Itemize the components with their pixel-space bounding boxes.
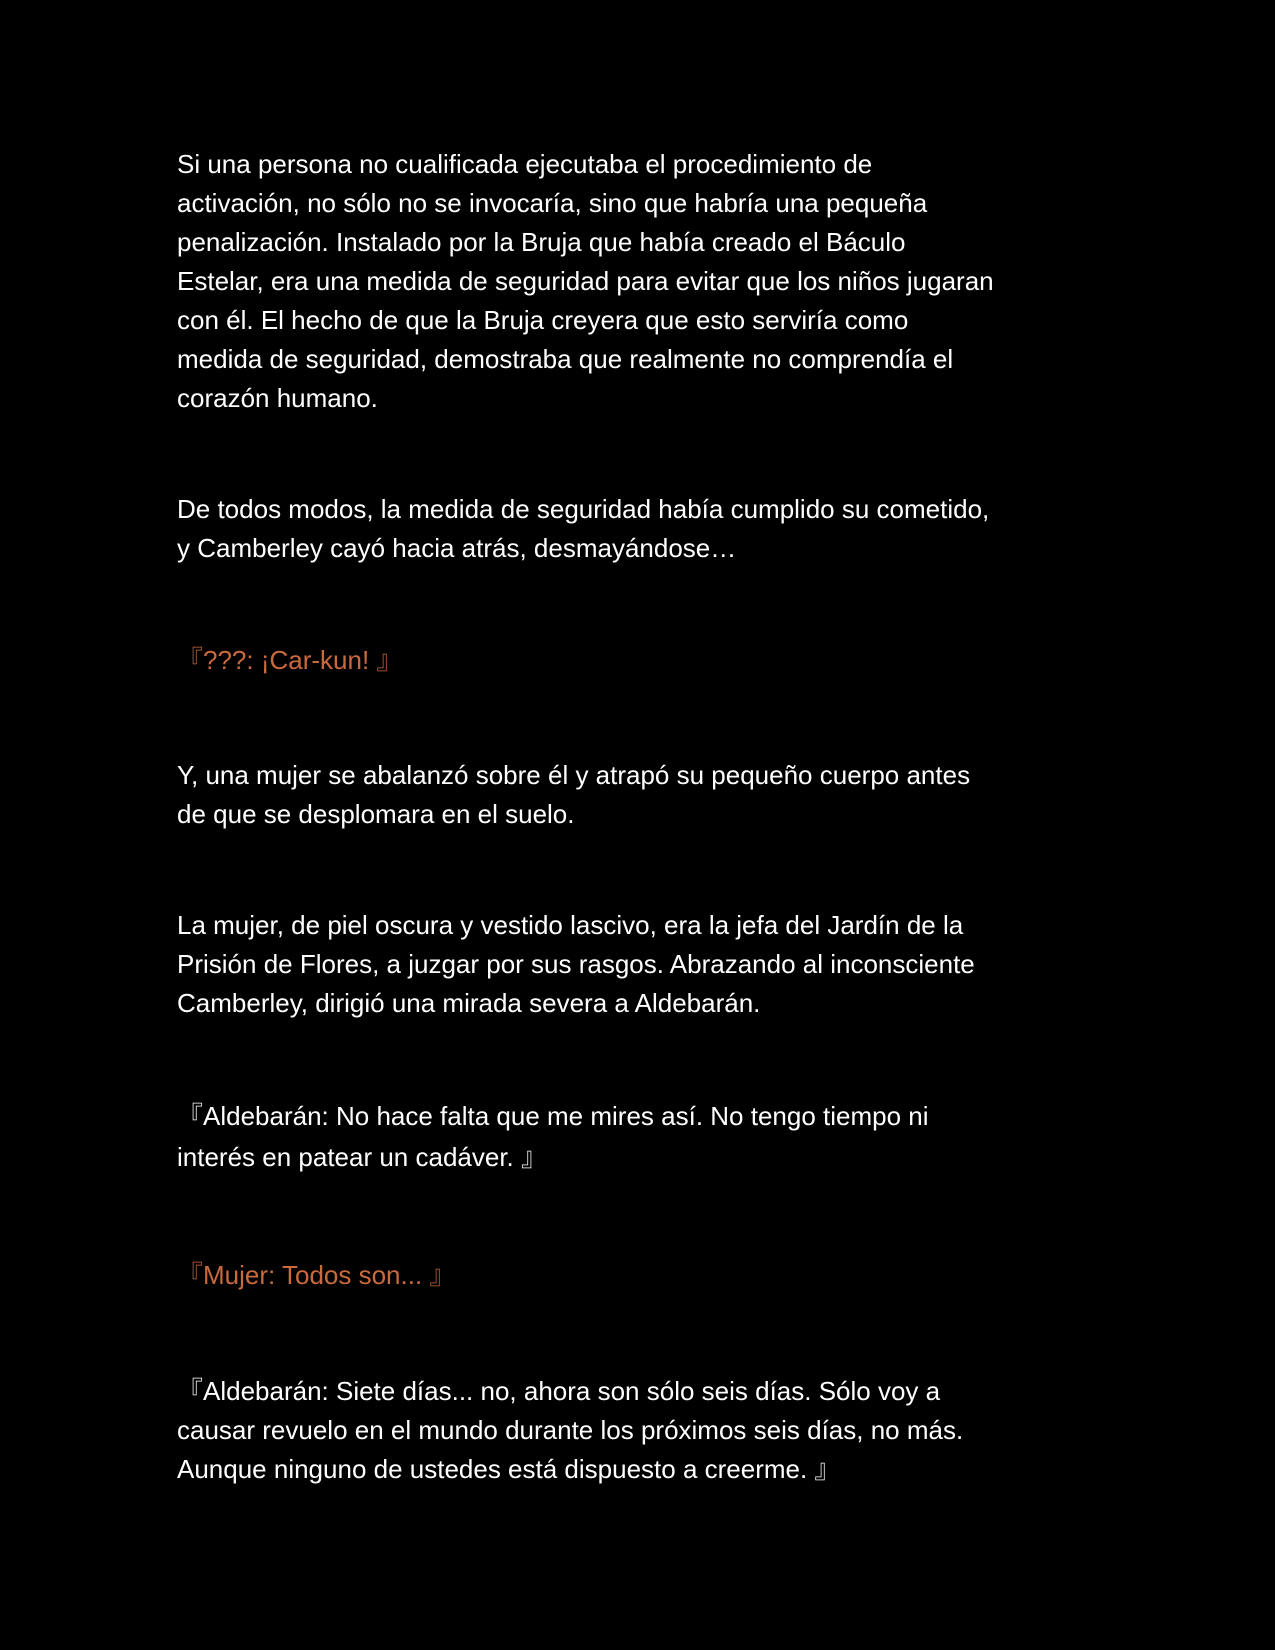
- dialogue-woman-todos-son: 『Mujer: Todos son... 』: [177, 1260, 456, 1290]
- dialogue-aldebaran-no-time: 『Aldebarán: No hace falta que me mires así. No tengo tiempo ni interés en patear un cadáver. 』: [177, 1101, 929, 1172]
- dialogue-unknown-car-kun: 『???: ¡Car-kun! 』: [177, 645, 403, 675]
- dialogue-aldebaran-six-days: 『Aldebarán: Siete días... no, ahora son sólo seis días. Sólo voy a causar revuelo en el mundo durante los próximos seis días, no más. Aunque ninguno de ustedes está dispuesto a creerme. 』: [177, 1376, 964, 1484]
- paragraph-woman-catches: Y, una mujer se abalanzó sobre él y atrapó su pequeño cuerpo antes de que se desplomara en el suelo.: [177, 760, 971, 829]
- paragraph-woman-description: La mujer, de piel oscura y vestido lascivo, era la jefa del Jardín de la Prisión de Flores, a juzgar por sus rasgos. Abrazando al inconsciente Camberley, dirigió una mirada severa a Aldebarán.: [177, 910, 975, 1018]
- paragraph-camberley-faints: De todos modos, la medida de seguridad había cumplido su cometido, y Camberley cayó hacia atrás, desmayándose…: [177, 494, 990, 563]
- paragraph-safety-measure: Si una persona no cualificada ejecutaba el procedimiento de activación, no sólo no se invocaría, sino que habría una pequeña penalización. Instalado por la Bruja que había creado el Báculo Estelar, era una medida de seguridad para evitar que los niños jugaran con él. El hecho de que la Bruja creyera que esto serviría como medida de seguridad, demostraba que realmente no comprendía el corazón humano.: [177, 149, 994, 413]
